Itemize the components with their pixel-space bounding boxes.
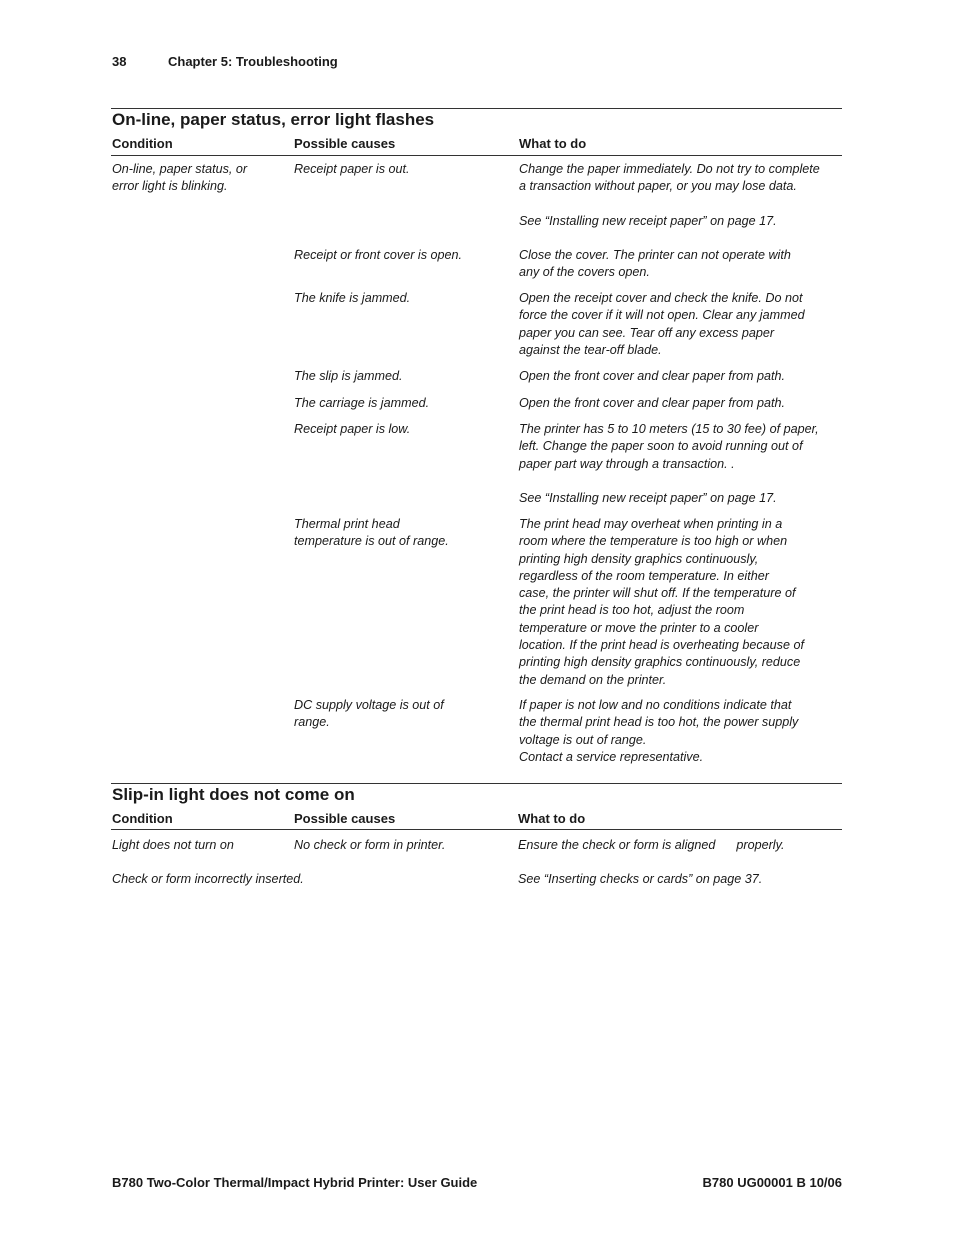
section1-col-action: What to do (519, 136, 587, 151)
action-paper-low: The printer has 5 to 10 meters (15 to 30 fee) of paper, left. Change the paper soon to avoid running out of paper part way through a transaction. . (519, 422, 819, 471)
chapter-title: Chapter 5: Troubleshooting (168, 54, 338, 69)
action-knife-jammed: Open the receipt cover and check the knife. Do not force the cover if it will not open. Clear any jammed paper you can see. Tear off any excess paper against the tear-off blade. (519, 291, 805, 357)
section2-col-action: What to do (518, 811, 586, 826)
cause-temperature: Thermal print head temperature is out of range. (294, 517, 449, 549)
section2-top-rule (111, 783, 842, 784)
section1-title: On-line, paper status, error light flashes (112, 110, 435, 129)
cause-paper-low: Receipt paper is low. (294, 422, 411, 436)
action-align-check: Ensure the check or form is aligned properly. (518, 838, 785, 852)
section1-col-condition: Condition (112, 136, 173, 151)
action-temperature: The print head may overheat when printing in a room where the temperature is too high or when printing high density graphics continuously, regardless of the room temperature. In either case, the printer will shut off. If the temperature of the print head is too hot, adjust the room temperature or move the printer to a cooler location. If the print head is overheating because of printing high density graphics continuously, reduce the demand on the printer. (519, 517, 804, 687)
action-see-inserting: See “Inserting checks or cards” on page 37. (518, 872, 763, 886)
section1-header-rule (111, 155, 842, 156)
action-cover-open: Close the cover. The printer can not operate with any of the covers open. (519, 248, 791, 280)
section1-condition: On-line, paper status, or error light is blinking. (112, 162, 248, 194)
condition-light-off: Light does not turn on (112, 838, 234, 852)
section2-col-causes: Possible causes (294, 811, 396, 826)
action-see-installing-1: See “Installing new receipt paper” on page 17. (519, 214, 777, 228)
section1-top-rule (111, 108, 842, 109)
section2-header-rule (111, 829, 842, 830)
cause-voltage: DC supply voltage is out of range. (294, 698, 444, 730)
action-see-installing-2: See “Installing new receipt paper” on page 17. (519, 491, 777, 505)
section2-col-condition: Condition (112, 811, 173, 826)
section2-title: Slip-in light does not come on (112, 785, 355, 804)
footer-doc-number: B780 UG00001 B 10/06 (702, 1175, 842, 1190)
cause-no-check: No check or form in printer. (294, 838, 446, 852)
page-number: 38 (112, 54, 127, 69)
section1-col-causes: Possible causes (294, 136, 396, 151)
action-receipt-out: Change the paper immediately. Do not try to complete a transaction without paper, or you may lose data. (519, 162, 820, 194)
action-voltage: If paper is not low and no conditions indicate that the thermal print head is too hot, the power supply voltage is out of range. Contact a service representative. (519, 698, 799, 764)
footer-guide-title: B780 Two-Color Thermal/Impact Hybrid Printer: User Guide (112, 1175, 478, 1190)
condition-incorrect-insert: Check or form incorrectly inserted. (112, 872, 304, 886)
cause-receipt-out: Receipt paper is out. (294, 162, 410, 176)
action-carriage-jammed: Open the front cover and clear paper from path. (519, 396, 786, 410)
cause-knife-jammed: The knife is jammed. (294, 291, 411, 305)
action-slip-jammed: Open the front cover and clear paper from path. (519, 369, 786, 383)
cause-carriage-jammed: The carriage is jammed. (294, 396, 430, 410)
cause-slip-jammed: The slip is jammed. (294, 369, 403, 383)
cause-cover-open: Receipt or front cover is open. (294, 248, 462, 262)
